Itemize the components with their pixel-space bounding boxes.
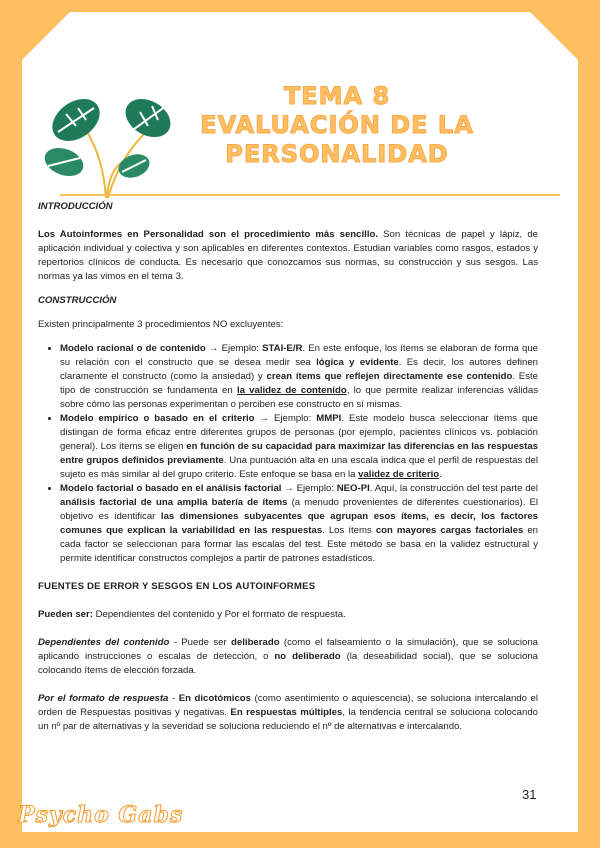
section-heading-fuentes: FUENTES DE ERROR Y SESGOS EN LOS AUTOINFORMES <box>38 581 316 592</box>
divider <box>60 194 560 196</box>
title-line: TEMA 8 <box>283 82 391 110</box>
text-bold: lógica y evidente <box>316 357 399 368</box>
example-name: NEO-PI <box>336 483 370 494</box>
text: (como asentimiento o aquiescencia), se soluciona intercalando el orden de Respuestas positivas y negativas. <box>38 693 538 718</box>
text-bold: Pueden ser: <box>38 609 93 620</box>
text-bold: deliberado <box>231 637 280 648</box>
list-item <box>60 482 538 566</box>
text-bold: en función de su capacidad para maximizar las diferencias en las respuestas entre grupos definidos previamente <box>60 441 538 466</box>
text-bold-italic: Por el formato de respuesta <box>38 693 169 704</box>
text: . Este tipo de construcción se fundamenta en <box>60 371 538 396</box>
section-heading-introduccion: INTRODUCCIÓN <box>38 201 113 212</box>
text-bold: En respuestas múltiples <box>230 707 343 718</box>
text: - <box>168 693 179 704</box>
text: Dependientes del contenido y Por el formato de respuesta. <box>92 609 346 620</box>
text: , la tendencia central se soluciona colocando un nº par de alternativas y la severidad se soluciona reduciendo el nº de alternativas e intercalando. <box>38 707 538 732</box>
model-name: Modelo empírico o basado en el criterio <box>60 413 255 424</box>
list-item <box>60 412 538 482</box>
intro-text: Son técnicas de papel y lápiz, de aplicación individual y colectiva y son aplicables en diferentes contextos. Estudian variables como rasgos, estados y repertorios clínicos de conducta. Es necesario que conozcamos sus normas, su construcción y sus sesgos. Las normas ya las vimos en el tema 3. <box>38 229 538 282</box>
fuentes-paragraph-2 <box>38 636 538 678</box>
text: → Ejemplo: <box>205 343 263 354</box>
text: en cada factor se seleccionan para formar las escalas del test. Este método se basa en la validez estructural y permite identificar constructos complejos a partir de patrones estadísticos. <box>60 525 538 564</box>
fuentes-paragraph-3 <box>38 692 538 734</box>
text: . En este enfoque, los ítems se elaboran de forma que su relación con el constructo que se desea medir sea <box>60 343 538 368</box>
section-heading-construccion: CONSTRUCCIÓN <box>38 295 117 306</box>
text-bold-italic: Dependientes del contenido <box>38 637 170 648</box>
intro-paragraph <box>38 228 538 284</box>
construccion-lead: Existen principalmente 3 procedimientos NO excluyentes: <box>38 319 284 330</box>
text-bold: no deliberado <box>274 651 341 662</box>
brand-logo: Psycho Gabs <box>18 802 184 828</box>
page-corner-right <box>530 12 578 60</box>
text: → Ejemplo: <box>281 483 337 494</box>
text: . Aquí, la construcción del test parte del <box>369 483 539 494</box>
text: . Este modelo busca seleccionar ítems que distingan de forma eficaz entre diferentes grupos de personas (por ejemplo, pacientes clínicos vs. población general). Los ítems se eligen <box>60 413 538 452</box>
text-bold: con mayores cargas factoriales <box>375 525 524 536</box>
model-name: Modelo racional o de contenido <box>60 343 206 354</box>
example-name: STAI-E/R <box>262 343 303 354</box>
text: (la deseabilidad social), que se soluciona colocando ítems de elección forzada. <box>38 651 539 676</box>
text: . <box>439 469 442 480</box>
title-line: PERSONALIDAD <box>225 140 449 168</box>
plant-illustration <box>36 70 186 200</box>
fuentes-paragraph-1 <box>38 608 538 622</box>
page-number: 31 <box>522 787 537 802</box>
text: . Es decir, los autores definen claramente el constructo (como la ansiedad) y <box>60 357 538 382</box>
list-item <box>60 342 538 412</box>
model-list <box>38 342 538 566</box>
text: . Los ítems <box>322 525 376 536</box>
title-line: EVALUACIÓN DE LA <box>200 111 474 139</box>
text-bold: En dicotómicos <box>178 693 251 704</box>
text: (a menudo provenientes de diferentes cuestionarios). El objetivo es identificar <box>60 497 538 522</box>
text: , lo que permite realizar inferencias válidas sobre cómo las personas experimentan o perciben ese constructo en sí mismas. <box>60 385 539 410</box>
text: (como el falseamiento o la simulación), que se soluciona aplicando instrucciones o escalas de detección, o <box>38 637 538 662</box>
text-underlined: la validez de contenido <box>236 385 347 396</box>
text-underlined: validez de criterio <box>358 469 440 480</box>
text-bold: crean ítems que reflejen directamente ese contenido <box>266 371 513 382</box>
text-bold: las dimensiones subyacentes que agrupan esos ítems, es decir, los factores comunes que explican la variabilidad en las respuestas <box>60 511 538 536</box>
text: . Una puntuación alta en una escala indica que el perfil de respuestas del sujeto es más similar al del grupo criterio. Este enfoque se basa en la <box>60 455 538 480</box>
document-body <box>38 200 538 734</box>
model-name: Modelo factorial o basado en el análisis factorial <box>60 483 282 494</box>
page-corner-left <box>22 12 70 60</box>
example-name: MMPI <box>316 413 342 424</box>
text-bold: análisis factorial de una amplia batería de ítems <box>60 497 288 508</box>
text: → Ejemplo: <box>254 413 317 424</box>
intro-bold: Los Autoinformes en Personalidad son el procedimiento más sencillo. <box>38 229 379 240</box>
page-title <box>172 82 502 169</box>
text: - Puede ser <box>169 637 232 648</box>
